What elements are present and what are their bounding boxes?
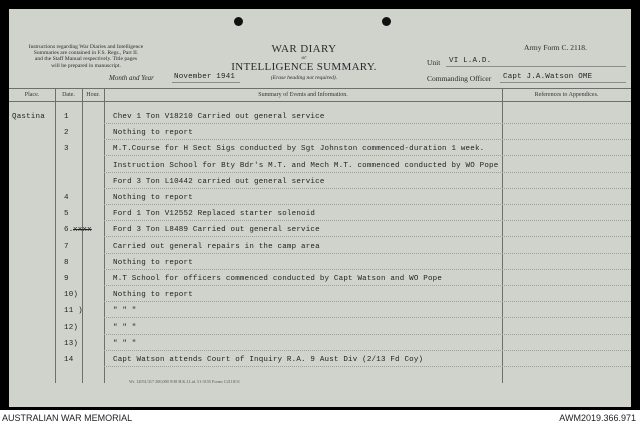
unit-underline [446, 66, 626, 67]
entry-text: Nothing to report [113, 129, 193, 138]
instructions-line: Instructions regarding War Diaries and Intelligence [28, 44, 144, 50]
entry-text: " " " [113, 339, 137, 348]
co-underline [500, 82, 626, 83]
table-top-rule [9, 88, 631, 89]
entry-text: " " " [113, 323, 137, 332]
entry-date: 4 [64, 194, 69, 202]
punch-hole-left [234, 17, 243, 26]
entry-date: 3 [64, 145, 69, 154]
col-header-references: References to Appendices. [534, 92, 599, 98]
entry-date: 7 [64, 242, 69, 251]
entry-text: Carried out general repairs in the camp area [113, 242, 320, 251]
entry-place: Qastina [12, 113, 45, 121]
entry-rule [104, 269, 631, 271]
month-year-label: Month and Year [109, 74, 154, 82]
instructions-line: will be prepared in manuscript. [51, 62, 121, 69]
printer-imprint: Wt. 12031/317 200,000 9/38 H.K.J.Ltd. 51-3155 Forms C2118/11 [129, 379, 241, 384]
entry-text: " " " [113, 307, 137, 316]
instructions-line: Summaries are contained in F.S. Regs., Part II. [33, 50, 139, 57]
entry-rule [104, 236, 631, 238]
war-diary-page [9, 9, 631, 407]
col-divider-place [55, 88, 56, 383]
entry-rule [104, 350, 631, 352]
entry-date: 10) [64, 291, 79, 300]
entry-text: M.T School for officers commenced conducted by Capt Watson and WO Pope [113, 275, 443, 283]
month-year-underline [172, 82, 240, 83]
entry-date: 8 [64, 258, 69, 267]
instructions-block [11, 44, 161, 69]
entry-text: Instruction School for Bty Bdr's M.T. and Mech M.T. commenced conducted by WO Pope [113, 161, 499, 170]
entry-rule [104, 172, 631, 174]
footer-institution: AUSTRALIAN WAR MEMORIAL [2, 413, 133, 423]
col-header-date: Date. [62, 92, 75, 98]
col-header-place: Place. [24, 92, 40, 98]
entry-date-struck: xxxx [73, 226, 92, 235]
entry-date: 1 [64, 113, 69, 121]
entry-date: 6. [64, 226, 74, 235]
col-divider-date [82, 88, 83, 383]
entry-text: Ford 1 Ton V12552 Replaced starter solenoid [113, 210, 316, 219]
col-header-summary: Summary of Events and Information. [258, 92, 348, 98]
title-or: or [301, 55, 307, 61]
entry-rule [104, 253, 631, 255]
army-form-label: Army Form C. 2118. [524, 43, 587, 52]
entry-rule [104, 334, 631, 336]
entry-text: Nothing to report [113, 258, 193, 267]
entry-rule [104, 220, 631, 222]
entry-rule [104, 366, 631, 368]
entry-rule [104, 285, 631, 287]
entry-rule [104, 317, 631, 319]
entry-date: 2 [64, 129, 69, 138]
archive-footer [0, 410, 640, 427]
punch-hole-right [382, 17, 391, 26]
entry-text: M.T.Course for H Sect Sigs conducted by Sgt Johnston commenced-duration 1 week. [113, 145, 485, 154]
entry-rule [104, 139, 631, 141]
entry-text: Ford 3 Ton L10442 carried out general service [113, 177, 325, 186]
col-header-hour: Hour. [86, 92, 100, 98]
footer-accession-number: AWM2019.366.971 [559, 413, 636, 423]
entry-rule [104, 188, 631, 190]
entry-date: 5 [64, 210, 69, 219]
unit-value: VI L.A.D. [449, 57, 492, 65]
entry-text: Capt Watson attends Court of Inquiry R.A. 9 Aust Div (2/13 Fd Coy) [113, 356, 424, 364]
instructions-line: and the Staff Manual respectively. Title pages [34, 56, 138, 63]
entry-date: 11 ) [64, 307, 83, 316]
entry-rule [104, 123, 631, 125]
entry-rule [104, 204, 631, 206]
entry-rule [104, 155, 631, 157]
entry-date: 14 [64, 356, 74, 364]
entry-text: Nothing to report [113, 291, 193, 300]
entry-date: 13) [64, 339, 79, 348]
commanding-officer-label: Commanding Officer [427, 74, 492, 83]
entry-text: Nothing to report [113, 194, 193, 202]
entry-text: Ford 3 Ton L8489 Carried out general service [113, 226, 320, 235]
commanding-officer-value: Capt J.A.Watson OME [503, 73, 593, 81]
entry-date: 9 [64, 275, 69, 283]
month-year-value: November 1941 [174, 73, 236, 81]
table-header-rule [9, 101, 631, 102]
entry-text: Chev 1 Ton V18210 Carried out general service [113, 113, 325, 121]
entry-rule [104, 301, 631, 303]
unit-label: Unit [427, 58, 441, 67]
title-note: (Erase heading not required). [270, 75, 338, 81]
title-war-diary: WAR DIARY [271, 43, 337, 55]
entry-date: 12) [64, 323, 79, 332]
title-intelligence-summary: INTELLIGENCE SUMMARY. [231, 61, 377, 73]
